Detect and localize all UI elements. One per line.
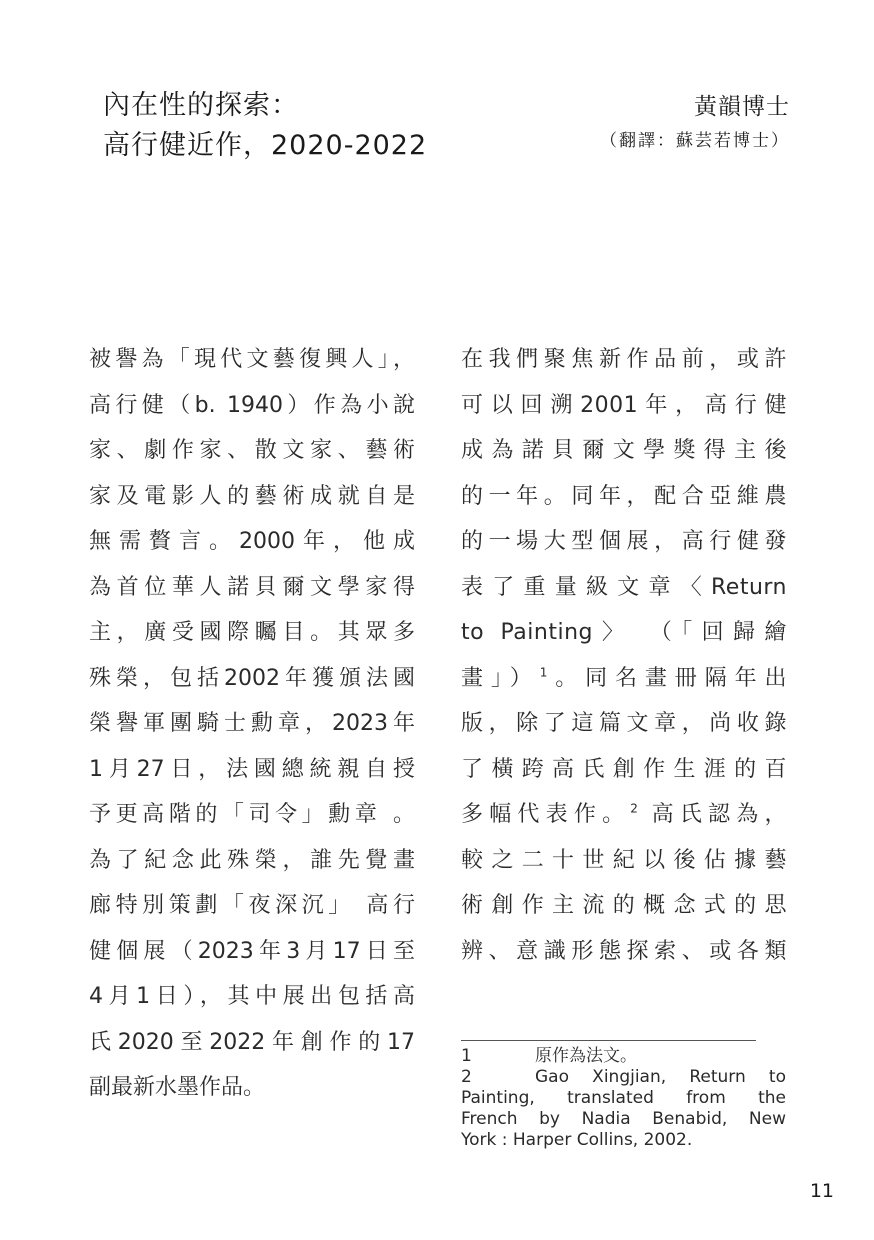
body-line: 成為諾貝爾文學獎得主後 [461,438,787,463]
body-line: 無需贅言。2000年，他成 [89,529,415,554]
footnote-ref-1: 1 [539,665,548,680]
body-line: 4月1日），其中展出包括高 [89,984,415,1009]
body-line: 表了重量級文章〈Return [461,574,787,600]
body-line: 高行健（b. 1940）作為小說 [89,392,415,418]
article-title [103,86,427,166]
author-block [600,90,790,156]
footnote-line: York : Harper Collins, 2002. [461,1130,693,1150]
body-line: 家及電影人的藝術成就自是 [89,483,415,509]
body-line: 廊特別策劃「夜深沉」 高行 [89,893,415,918]
title-line-1: 內在性的探索： [103,90,299,121]
body-line: 榮譽軍團騎士勳章，2023年 [89,711,415,736]
footnote-line [461,1067,786,1088]
body-line: 健個展（2023年3月17日至 [89,938,415,964]
body-text: 多幅代表作。 [461,802,631,827]
body-line: 術創作主流的概念式的思 [461,893,787,918]
body-line: 可以回溯2001年，高行健 [461,392,787,418]
footnote-text: 原作為法文。 [535,1046,637,1066]
body-text: 。同名畫冊隔年出 [547,665,787,691]
body-line: to Painting〉 （「回歸繪 [461,620,787,645]
body-line: 的一場大型個展，高行健發 [461,529,787,554]
body-line: 氏2020至2022年創作的17 [89,1029,415,1055]
body-line: 為了紀念此殊榮，誰先覺畫 [89,847,415,873]
footnote-2 [461,1067,786,1151]
right-column [461,337,787,974]
footnote-number: 2 [461,1067,472,1087]
body-text: 畫」） [461,665,540,691]
footnote-number: 1 [461,1046,472,1066]
body-line: 殊榮，包括2002年獲頒法國 [89,665,415,691]
body-text: 高氏認為， [638,802,787,827]
title-line-2: 高行健近作，2020-2022 [103,130,428,161]
left-column [89,337,415,1111]
body-line: 在我們聚焦新作品前，或許 [461,347,787,372]
footnotes [461,1046,786,1151]
body-line: 了橫跨高氏創作生涯的百 [461,756,787,782]
author-name: 黃韻博士 [694,94,790,120]
translator-credit: （翻譯：蘇芸若博士） [600,131,790,151]
body-line: 副最新水墨作品。 [89,1075,266,1100]
footnote-line: Painting, translated from the [461,1088,786,1108]
body-line: 為首位華人諾貝爾文學家得 [89,574,415,600]
page-number: 11 [809,1180,834,1202]
body-line: 1月27日，法國總統親自授 [89,756,415,782]
footnote-divider [461,1040,756,1041]
body-line: 的一年。同年，配合亞維農 [461,483,787,509]
body-line: 主，廣受國際矚目。其眾多 [89,620,415,645]
footnote-1 [461,1046,786,1067]
body-line: 較之二十世紀以後佔據藝 [461,847,787,873]
body-line: 辨、意識形態探索、或各類 [461,938,787,964]
footnote-text: Gao Xingjian, Return to [535,1067,786,1087]
body-line: 家、劇作家、散文家、藝術 [89,438,415,463]
body-line: 版，除了這篇文章，尚收錄 [461,711,787,736]
footnote-ref-2: 2 [630,801,639,816]
body-line: 被譽為「現代文藝復興人」， [89,347,415,372]
body-line: 予更高階的「司令」勳章 。 [89,802,415,827]
footnote-line: French by Nadia Benabid, New [461,1109,786,1129]
body-line-with-footnote-ref [461,656,787,702]
body-line-with-footnote-ref [461,792,787,838]
